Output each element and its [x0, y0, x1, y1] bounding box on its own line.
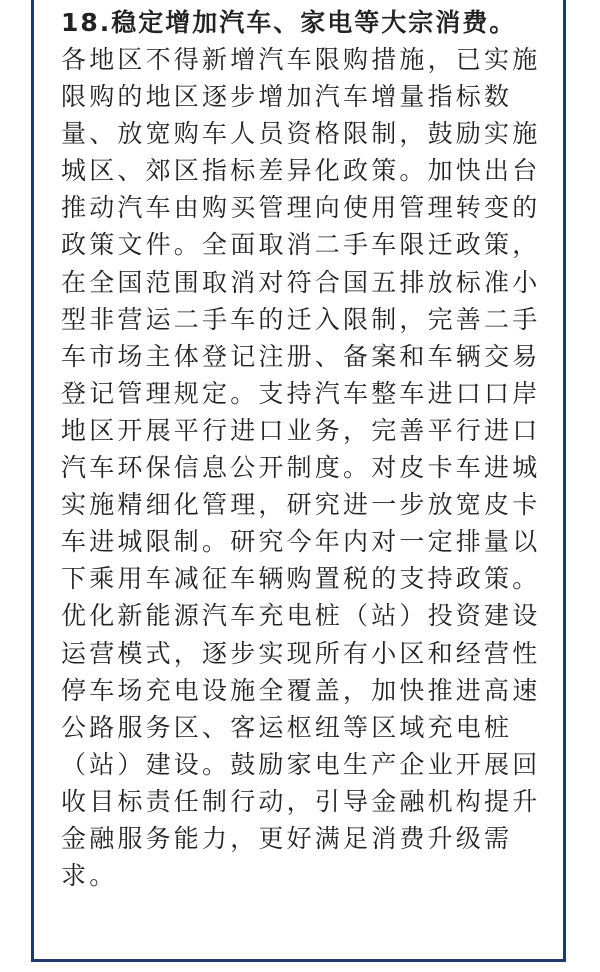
text-line: 实施精细化管理，研究进一步放宽皮卡	[61, 490, 541, 520]
text-line: 停车场充电设施全覆盖，加快推进高速	[61, 675, 541, 705]
article-body	[61, 4, 541, 894]
text-line: 收目标责任制行动，引导金融机构提升	[61, 786, 541, 816]
text-line: 各地区不得新增汽车限购措施，已实施	[61, 45, 541, 74]
text-line: 车市场主体登记注册、备案和车辆交易	[61, 341, 541, 371]
text-line: （站）建设。鼓励家电生产企业开展回	[61, 749, 541, 779]
article-heading: 18.稳定增加汽车、家电等大宗消费。	[61, 8, 517, 37]
text-line: 限购的地区逐步增加汽车增量指标数	[61, 82, 513, 112]
text-line: 金融服务能力，更好满足消费升级需	[61, 823, 513, 853]
text-line: 车进城限制。研究今年内对一定排量以	[61, 527, 541, 557]
text-line: 登记管理规定。支持汽车整车进口口岸	[61, 378, 541, 408]
text-line: 推动汽车由购买管理向使用管理转变的	[61, 193, 541, 223]
text-line: 汽车环保信息公开制度。对皮卡车进城	[61, 453, 541, 483]
text-line: 运营模式，逐步实现所有小区和经营性	[61, 638, 541, 668]
text-line: 量、放宽购车人员资格限制，鼓励实施	[61, 119, 541, 149]
text-line: 优化新能源汽车充电桩（站）投资建设	[61, 601, 541, 631]
text-line: 下乘用车减征车辆购置税的支持政策。	[61, 564, 541, 594]
text-line: 政策文件。全面取消二手车限迁政策，	[61, 230, 541, 260]
text-line: 地区开展平行进口业务，完善平行进口	[61, 415, 541, 445]
text-line: 求。	[61, 861, 118, 891]
text-line: 城区、郊区指标差异化政策。加快出台	[61, 156, 541, 186]
text-line: 型非营运二手车的迁入限制，完善二手	[61, 304, 541, 334]
text-line: 在全国范围取消对符合国五排放标准小	[61, 267, 541, 297]
text-line: 公路服务区、客运枢纽等区域充电桩	[61, 712, 513, 742]
